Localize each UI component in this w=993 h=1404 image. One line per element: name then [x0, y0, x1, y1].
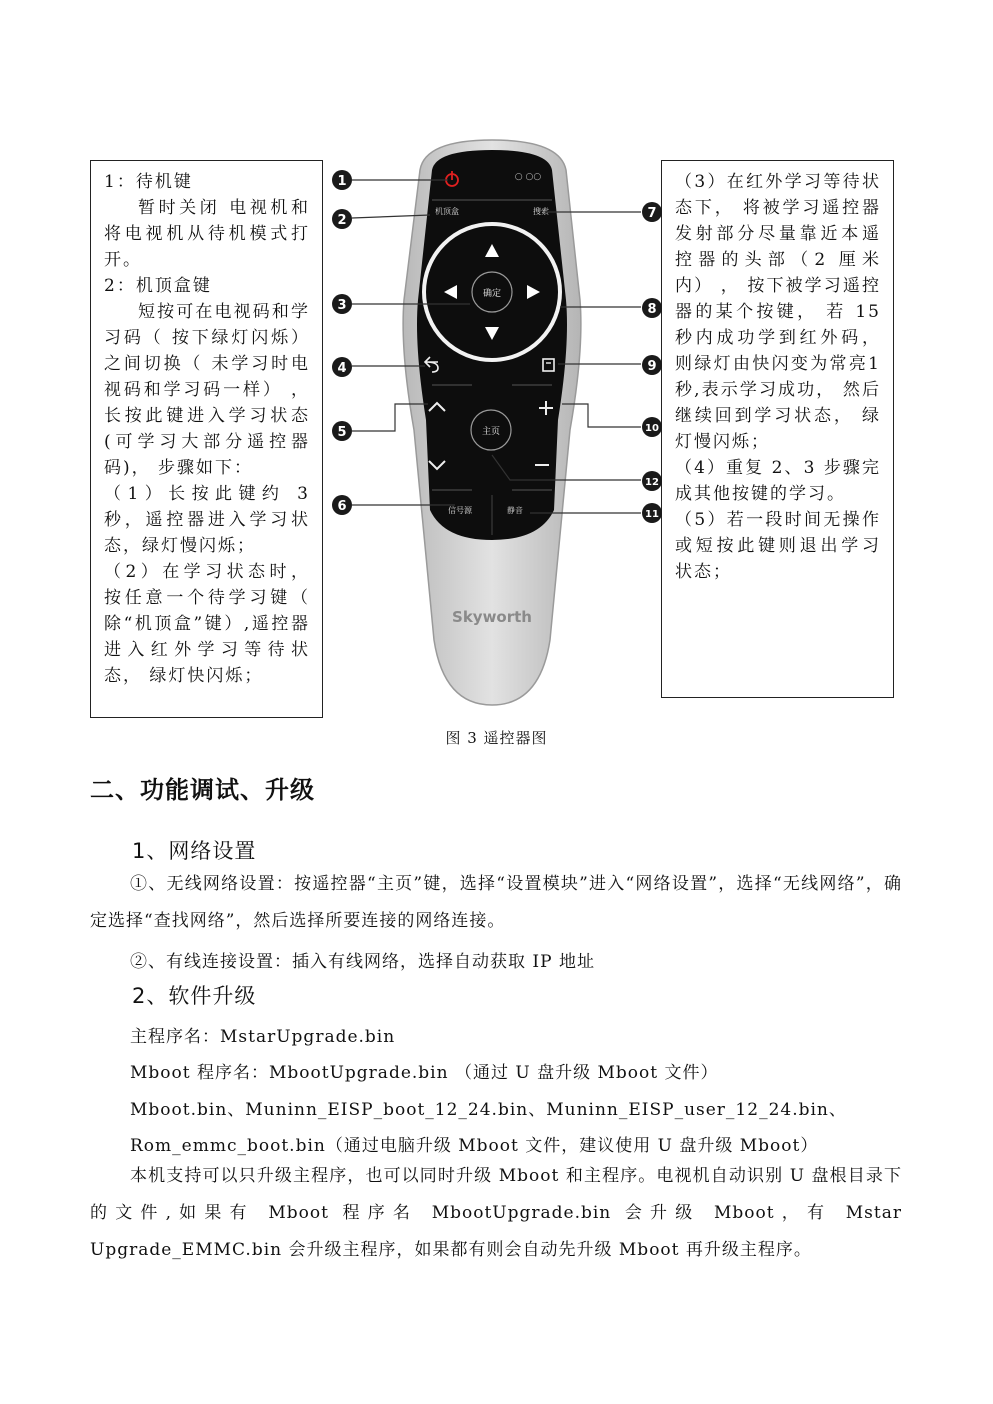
source-button: 信号源 [448, 506, 472, 515]
stb-key-desc: 短按可在电视码和学习码（ 按下绿灯闪烁） 之间切换（ 未学习时电视码和学习码一样） ， 长按此键进入学习状态(可学习大部分遥控器码)， 步骤如下： [104, 302, 310, 478]
right-description-box [661, 160, 894, 698]
wireless-setup-paragraph: ①、无线网络设置：按遥控器“主页”键，选择“设置模块”进入“网络设置”，选择“无线网络”，确定选择“查找网络”，然后选择所要连接的网络连接。 [90, 874, 902, 931]
learn-step-2: （2）在学习状态时， 按任意一个待学习键（ 除“机顶盒”键）,遥控器进入红外学习等待状态， 绿灯快闪烁； [104, 562, 310, 686]
search-button: 搜索 [533, 207, 549, 216]
callout-9-label: 9 [647, 359, 657, 374]
callout-4-label: 4 [337, 361, 347, 376]
mboot-program-line: Mboot 程序名：MbootUpgrade.bin （通过 U 盘升级 Mboot 文件） [130, 1063, 719, 1083]
standby-key-desc: 暂时关闭 电视机和将电视机从待机模式打开。 [104, 198, 310, 270]
upgrade-description-paragraph: 本机支持可以只升级主程序，也可以同时升级 Mboot 和主程序。电视机自动识别 U 盘根目录下的文件,如果有 Mboot 程序名 MbootUpgrade.bin 会升级 Mboot，有 Mstar Upgrade_EMMC.bin 会升级主程序，如果都有则会自动先升级 Mboot 再升级主程序。 [90, 1166, 902, 1260]
callout-8-label: 8 [647, 302, 657, 317]
learn-step-1: （1）长按此键约 3 秒，遥控器进入学习状态，绿灯慢闪烁； [104, 484, 310, 556]
ok-button: 确定 [482, 289, 502, 299]
callout-10-label: 10 [645, 423, 659, 434]
callout-5-label: 5 [337, 425, 347, 440]
figure-caption: 图 3 遥控器图 [445, 729, 548, 747]
home-button: 主页 [481, 427, 501, 437]
callout-7-label: 7 [647, 206, 657, 221]
wired-setup-line: ②、有线连接设置：插入有线网络，选择自动获取 IP 地址 [130, 952, 595, 972]
callout-2-label: 2 [337, 213, 347, 228]
standby-key-title: 1：待机键 [104, 172, 193, 192]
callout-11-label: 11 [645, 509, 659, 520]
stb-key-title: 2：机顶盒键 [104, 276, 212, 296]
mboot-files-line-2: Rom_emmc_boot.bin（通过电脑升级 Mboot 文件，建议使用 U 盘升级 Mboot） [130, 1136, 819, 1156]
callout-1-label: 1 [337, 174, 347, 189]
subsection-upgrade: 2、软件升级 [132, 984, 257, 1008]
remote-control-illustration [320, 135, 665, 720]
mboot-files-line-1: Mboot.bin、Muninn_EISP_boot_12_24.bin、Muninn_EISP_user_12_24.bin、 [130, 1100, 847, 1120]
indicator-dots: ○ ○○ [514, 172, 542, 182]
mute-button: 静音 [507, 506, 523, 515]
section-title: 二、功能调试、升级 [90, 776, 315, 804]
callout-12-label: 12 [645, 477, 659, 488]
callout-3-label: 3 [337, 298, 347, 313]
learn-step-4: （4）重复 2、3 步骤完成其他按键的学习。 [675, 458, 881, 504]
left-description-box [90, 160, 323, 718]
callout-6-label: 6 [337, 499, 347, 514]
stb-button: 机顶盒 [435, 207, 459, 216]
subsection-network: 1、网络设置 [132, 839, 257, 863]
brand-logo: Skyworth [452, 608, 532, 626]
main-program-line: 主程序名：MstarUpgrade.bin [130, 1027, 396, 1047]
learn-step-3: （3）在红外学习等待状态下， 将被学习遥控器发射部分尽量靠近本遥控器的头部（2 厘米内） ， 按下被学习遥控器的某个按键， 若 15 秒内成功学到红外码， 则绿灯由快闪变为常亮1秒,表示学习成功， 然后继续回到学习状态， 绿灯慢闪烁； [675, 172, 881, 452]
learn-step-5: （5）若一段时间无操作或短按此键则退出学习状态； [675, 510, 881, 582]
